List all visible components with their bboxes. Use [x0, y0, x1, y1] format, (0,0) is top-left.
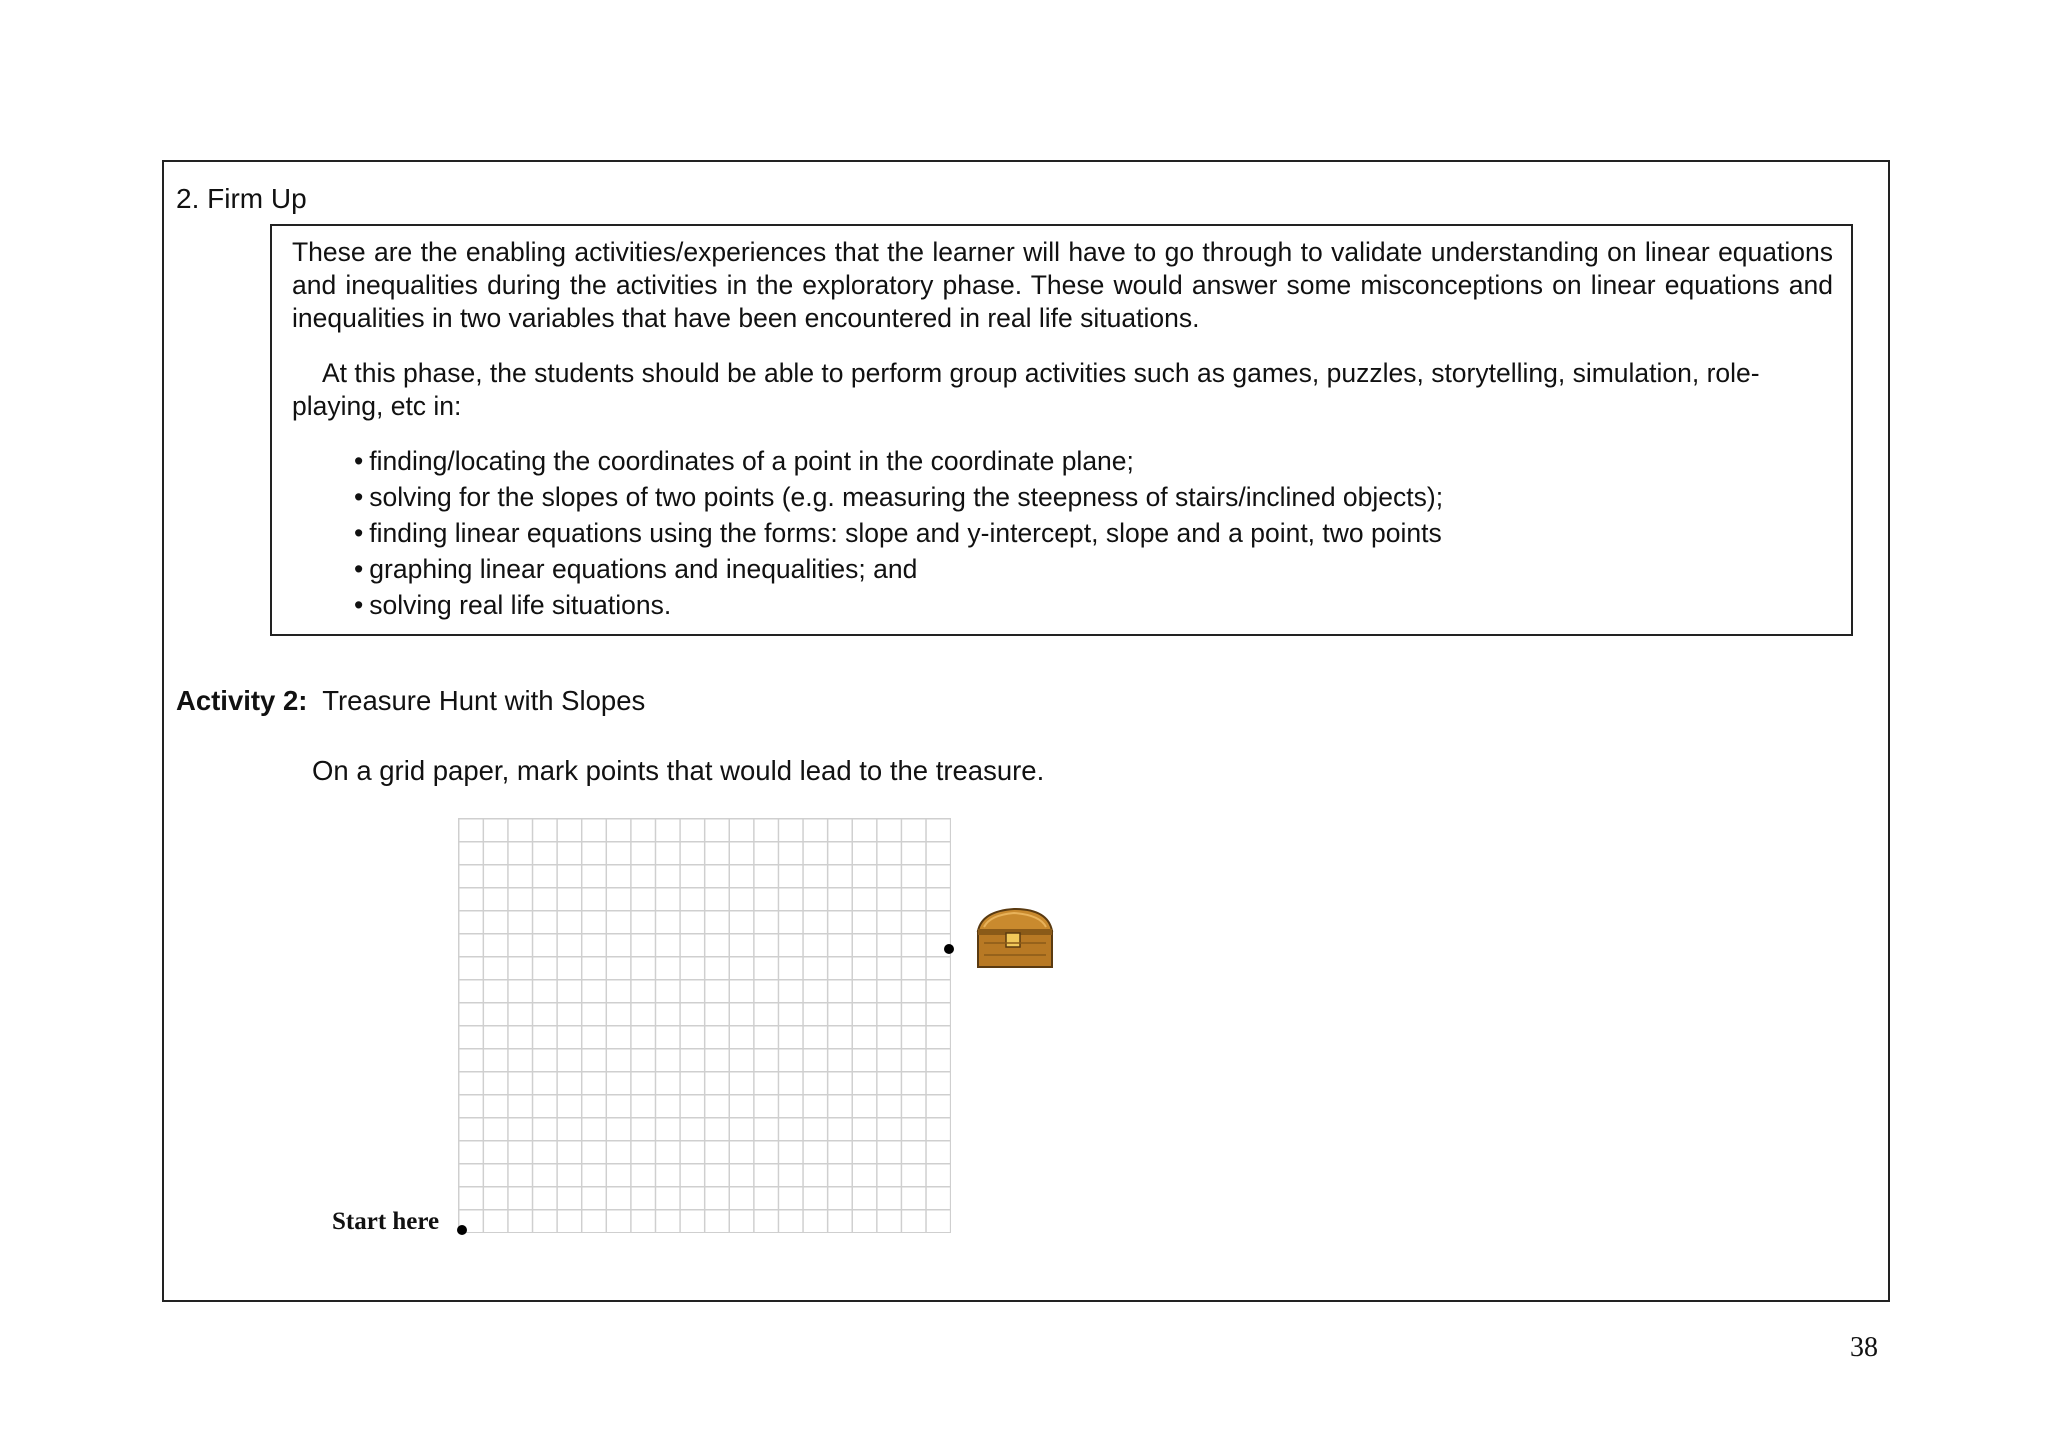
- list-item: • finding/locating the coordinates of a point in the coordinate plane;: [354, 443, 1833, 479]
- activity-instruction: On a grid paper, mark points that would lead to the treasure.: [312, 755, 1045, 786]
- skills-list: [354, 443, 1833, 623]
- intro-paragraph-1: These are the enabling activities/experiences that the learner will have to go through to validate understanding on linear equations and inequalities during the activities in the exploratory phase. These would answer some misconceptions on linear equations and inequalities in two variables that have been encountered in real life situations.: [292, 237, 1833, 333]
- activity-heading: [176, 685, 645, 717]
- treasure-chest-icon: [970, 903, 1058, 973]
- list-item: • finding linear equations using the forms: slope and y-intercept, slope and a point, two points: [354, 515, 1833, 551]
- treasure-point: [944, 944, 954, 954]
- activity-title: Treasure Hunt with Slopes: [322, 685, 646, 716]
- start-point: [457, 1225, 467, 1235]
- intro-box: [270, 224, 1853, 636]
- section-title: 2. Firm Up: [176, 183, 307, 214]
- grid-paper: [458, 818, 951, 1233]
- list-item: • solving real life situations.: [354, 587, 1833, 623]
- activity-label: Activity 2:: [176, 685, 308, 716]
- page-number: 38: [1850, 1332, 1878, 1363]
- intro-paragraph-2: At this phase, the students should be able to perform group activities such as games, puzzles, storytelling, simulation, role-playing, etc in:: [292, 358, 1760, 421]
- list-item: • solving for the slopes of two points (e.g. measuring the steepness of stairs/inclined objects);: [354, 479, 1833, 515]
- start-label: Start here: [332, 1208, 440, 1235]
- list-item: • graphing linear equations and inequalities; and: [354, 551, 1833, 587]
